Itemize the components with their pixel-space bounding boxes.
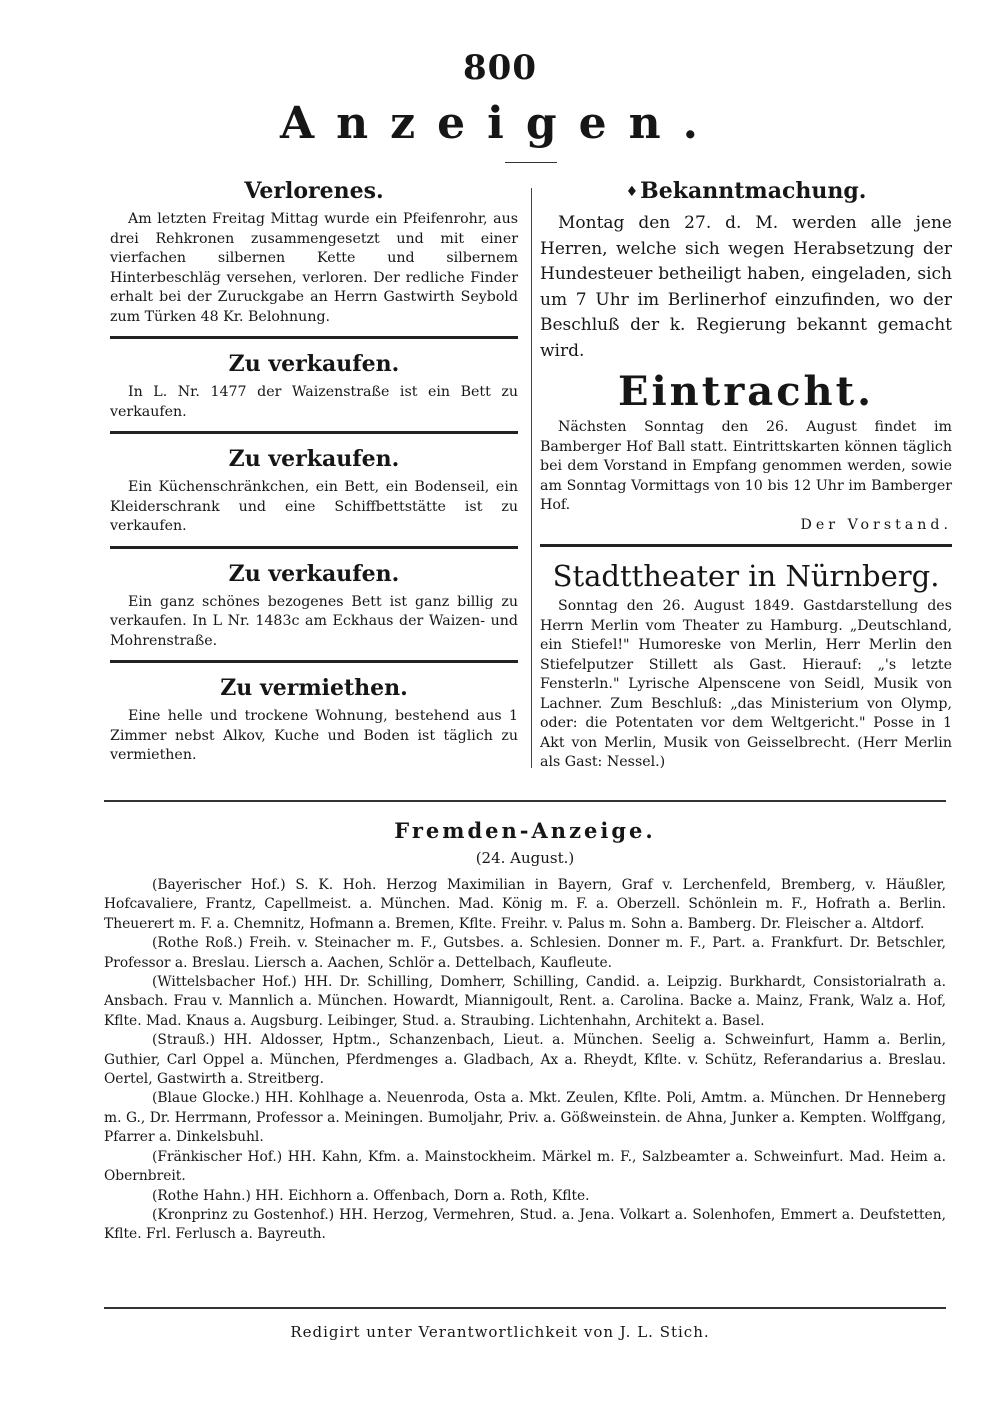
ad-heading: Stadttheater in Nürnberg. — [552, 559, 940, 593]
list-item: (Wittelsbacher Hof.) HH. Dr. Schilling, Domherr, Schilling, Candid. a. Leipzig. Burkhardt, Consistorialrath a. Ansbach. Frau v. Mannlich a. München. Howardt, Miannigoult, Rent. a. Carolina. Backe a. Mainz, Frank, Walz a. Hof, Kflte. Mad. Knaus a. Augsburg. Leibinger, Stud. a. Straubing. Lichtenhahn, Architekt a. Basel. — [104, 974, 946, 1029]
list-item: (Fränkischer Hof.) HH. Kahn, Kfm. a. Mainstockheim. Märkel m. F., Salzbeamter a. Schweinfurt. Mad. Heim a. Obernbreit. — [104, 1148, 946, 1185]
ad-heading: Verlorenes. — [244, 178, 384, 204]
ad-body: Am letzten Freitag Mittag wurde ein Pfeifenrohr, aus drei Rehkronen zusammengesetzt und mit einer vierfachen silbernen Kette und silbernem Hinterbeschläg versehen, verloren. Der redliche Finder erhalt bei der Zuruckgabe an Herrn Gastwirth Seybold zum Türken 48 Kr. Belohnung. — [110, 211, 518, 325]
footer-rule — [104, 1307, 946, 1309]
ad-zu-vermiethen — [110, 675, 518, 766]
ad-zu-verkaufen-3 — [110, 561, 518, 652]
ad-bekanntmachung — [540, 178, 952, 364]
ad-zu-verkaufen-1 — [110, 351, 518, 422]
fremden-title: Fremden-Anzeige. — [394, 818, 656, 843]
right-column — [540, 178, 952, 773]
section-title: Anzeigen. — [280, 98, 720, 149]
fremden-anzeige — [104, 818, 946, 1245]
list-item: (Rothe Roß.) Freih. v. Steinacher m. F., Gutsbes. a. Schlesien. Donner m. F., Part. a. Frankfurt. Dr. Betschler, Professor a. Breslau. Liersch a. Aachen, Schlör a. Dettelbach, Kaufleute. — [104, 935, 946, 971]
ad-zu-verkaufen-2 — [110, 446, 518, 537]
ad-body: Nächsten Sonntag den 26. August findet im Bamberger Hof Ball statt. Eintrittskarten können täglich bei dem Vorstand in Empfang genommen werden, sowie am Sonntag Vormittags von 10 bis 12 Uhr im Bamberger Hof. — [540, 419, 952, 513]
ad-stadttheater — [540, 559, 952, 773]
ad-body: Eine helle und trockene Wohnung, bestehend aus 1 Zimmer nebst Alkov, Kuche und Boden ist täglich zu vermiethen. — [110, 708, 518, 763]
ad-rule — [110, 336, 518, 339]
ad-heading: Zu vermiethen. — [220, 675, 408, 701]
ad-heading: Eintracht. — [617, 368, 875, 415]
ad-body: Sonntag den 26. August 1849. Gastdarstellung des Herrn Merlin vom Theater zu Hamburg. „Deutschland, ein Stiefel!" Humoreske von Merlin, Herr Merlin den Stiefelputzer Stillett als Gast. Hierauf: „'s letzte Fensterln." Lyrische Alpenscene von Seidl, Musik von Lachner. Zum Beschluß: „das Ministerium von Olymp, oder: die Potentaten vor dem Weltgericht." Posse in 1 Akt von Merlin, Musik von Geisselbrecht. (Herr Merlin als Gast: Nessel.) — [540, 598, 952, 770]
left-column — [110, 178, 518, 766]
ad-body: Ein ganz schönes bezogenes Bett ist ganz billig zu verkaufen. In L Nr. 1483c am Eckhaus der Waizen- und Mohrenstraße. — [110, 593, 518, 649]
ad-heading — [540, 178, 952, 205]
ad-rule — [110, 431, 518, 434]
ad-body: In L. Nr. 1477 der Waizenstraße ist ein Bett zu verkaufen. — [110, 384, 518, 420]
ad-body: Montag den 27. d. M. werden alle jene Herren, welche sich wegen Herabsetzung der Hundesteuer betheiligt haben, eingeladen, sich um 7 Uhr im Berlinerhof einzufinden, wo der Beschluß der k. Regierung bekannt gemacht wird. — [540, 213, 952, 361]
list-item: (Rothe Hahn.) HH. Eichhorn a. Offenbach, Dorn a. Roth, Kflte. — [152, 1187, 590, 1204]
fremden-date: (24. August.) — [475, 849, 575, 867]
ad-heading-text: Bekanntmachung. — [640, 178, 867, 204]
title-rule — [505, 162, 557, 163]
ad-rule — [110, 660, 518, 663]
list-item: (Bayerischer Hof.) S. K. Hoh. Herzog Maximilian in Bayern, Graf v. Lerchenfeld, Bremberg, v. Häußler, Hofcavaliere, Frantz, Capellmeist. a. München. Mad. König m. F. a. Oberzell. Schönlein m. F., Hofrath a. Berlin. Theuerert m. F. a. Chemnitz, Hofmann a. Bremen, Kflte. Freihr. v. Palus m. Sohn a. Bamberg. Dr. Fleischer a. Altdorf. — [104, 877, 946, 932]
page-number: 800 — [463, 48, 537, 88]
ad-heading: Zu verkaufen. — [228, 446, 400, 472]
ad-rule — [110, 546, 518, 549]
list-item: (Blaue Glocke.) HH. Kohlhage a. Neuenroda, Osta a. Mkt. Zeulen, Kflte. Poli, Amtm. a. München. Dr Henneberg m. G., Dr. Herrmann, Professor a. Meiningen. Bumoljahr, Priv. a. Gößweinstein. de Ahna, Junker a. Kempten. Wolffgang, Pfarrer a. Dinkelsbuhl. — [104, 1090, 946, 1146]
footer-credit: Redigirt unter Verantwortlichkeit von J. L. Stich. — [290, 1323, 710, 1341]
list-item: (Kronprinz zu Gostenhof.) HH. Herzog, Vermehren, Stud. a. Jena. Volkart a. Solenhofen, Emmert a. Deufstetten, Kflte. Frl. Ferlusch a. Bayreuth. — [104, 1206, 946, 1243]
ad-rule — [540, 544, 952, 547]
ad-heading: Zu verkaufen. — [228, 560, 400, 587]
ad-heading: Zu verkaufen. — [228, 351, 400, 377]
column-divider — [531, 188, 532, 768]
ad-eintracht — [540, 370, 952, 535]
ad-verlorenes — [110, 178, 518, 327]
list-item: (Strauß.) HH. Aldosser, Hptm., Schanzenbach, Lieut. a. München. Seelig a. Schweinfurt, Hamm a. Berlin, Guthier, Carl Oppel a. München, Pferdmenges a. Gladbach, Ax a. Rheydt, Kflte. v. Schütz, Referandarius a. Breslau. Oertel, Gastwirth a. Streitberg. — [104, 1032, 946, 1088]
diamond-bullet-icon: ♦ — [625, 184, 639, 200]
ad-body: Ein Küchenschränkchen, ein Bett, ein Bodenseil, ein Kleiderschrank und eine Schiffbettstätte ist zu verkaufen. — [110, 479, 518, 534]
section-rule — [104, 800, 946, 802]
ad-signature: Der Vorstand. — [800, 516, 952, 533]
